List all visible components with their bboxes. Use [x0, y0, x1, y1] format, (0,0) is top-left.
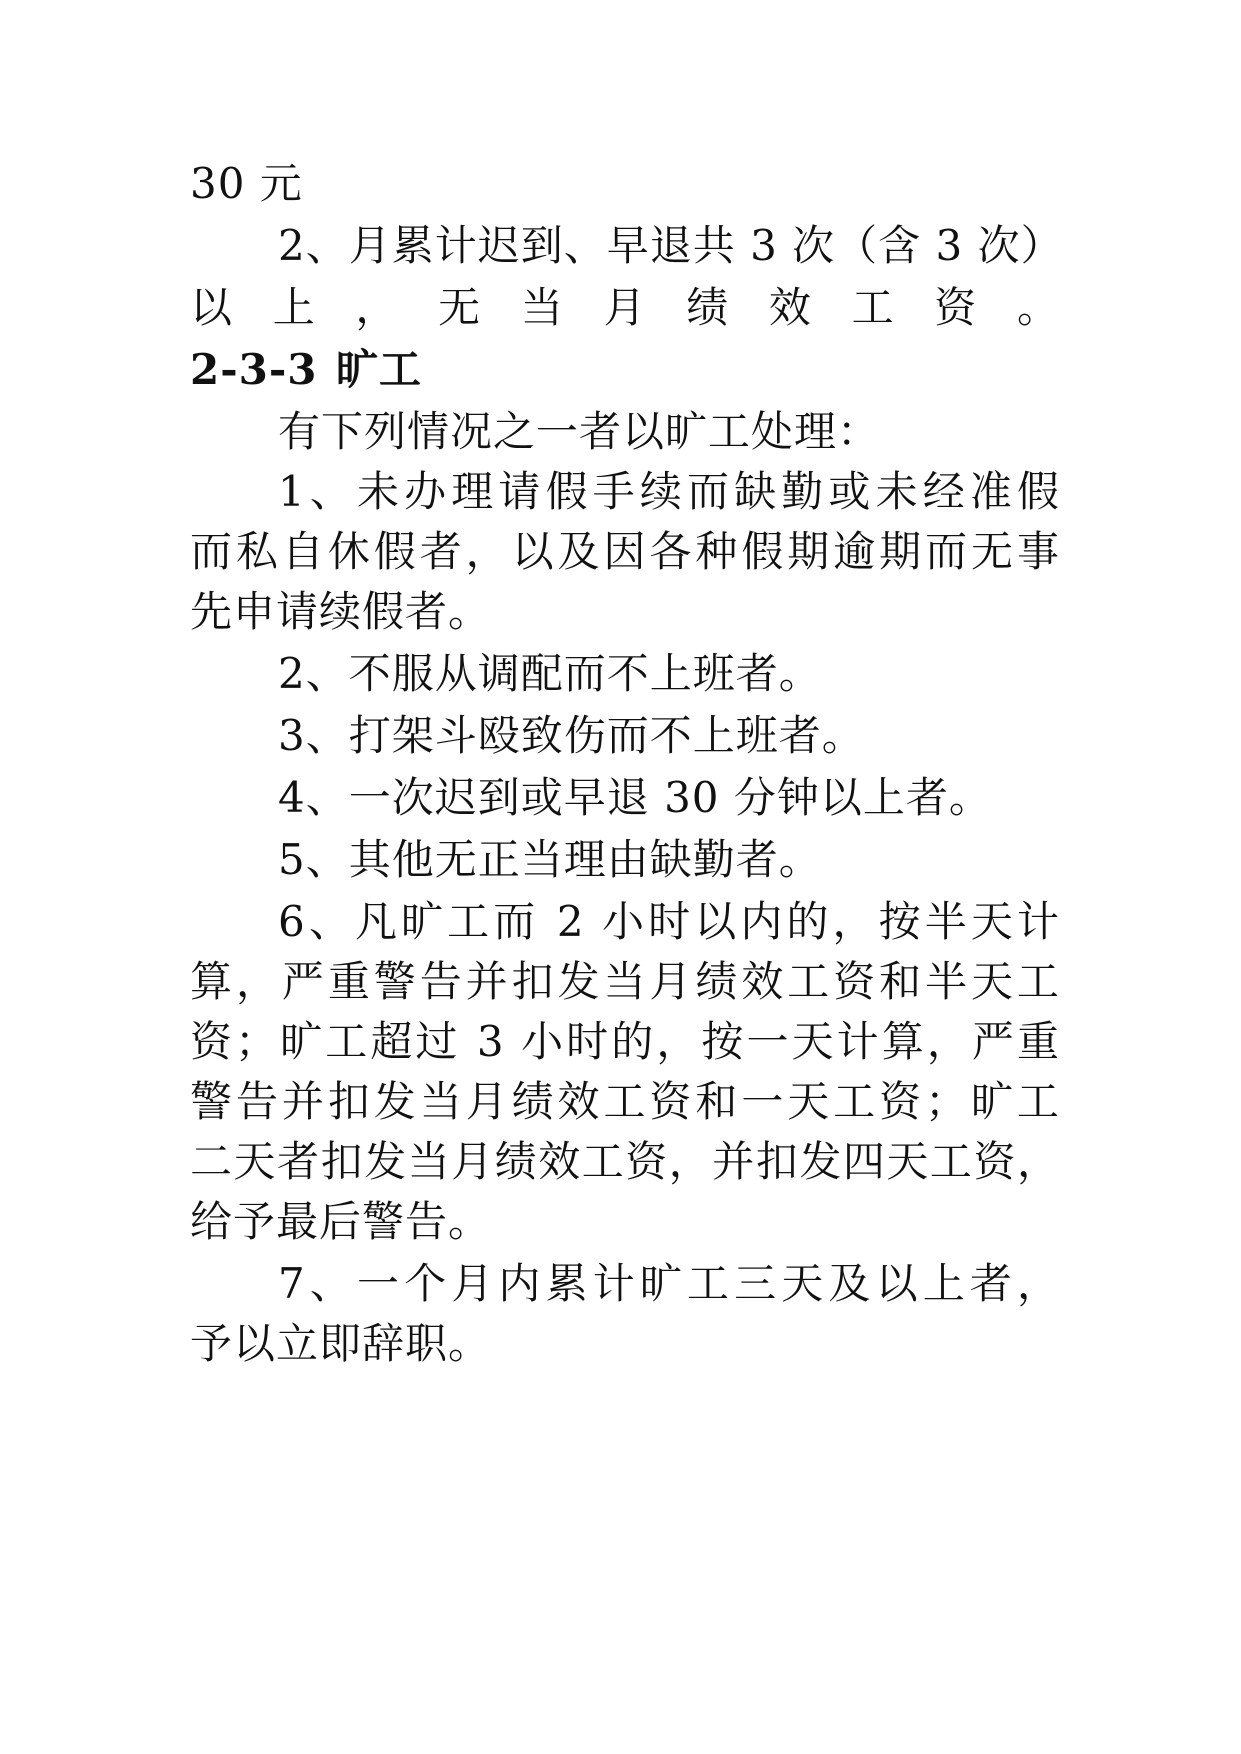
- text-line: 先申请续假者。: [190, 587, 492, 636]
- text-line: 警告并扣发当月绩效工资和一天工资；旷工: [190, 1077, 1060, 1126]
- text-line: 6、凡旷工而 2 小时以内的，按半天计: [278, 897, 1060, 946]
- section-number: 2-3-3: [190, 345, 318, 394]
- text-line: 而私自休假者，以及因各种假期逾期而无事: [190, 527, 1060, 576]
- text-line: 30 元: [190, 159, 303, 208]
- text-line: 2、不服从调配而不上班者。: [278, 649, 822, 698]
- text-line: 有下列情况之一者以旷工处理：: [278, 407, 881, 456]
- text-line: 以上，无当月绩效工资。: [190, 283, 1060, 332]
- text-line: 7、一个月内累计旷工三天及以上者，: [278, 1259, 1060, 1308]
- text-line: 给予最后警告。: [190, 1197, 492, 1246]
- text-line: 算，严重警告并扣发当月绩效工资和半天工: [190, 957, 1060, 1006]
- text-line: 3、打架斗殴致伤而不上班者。: [278, 711, 865, 760]
- text-line: 予以立即辞职。: [190, 1319, 492, 1368]
- text-line: 2、月累计迟到、早退共 3 次（含 3 次）: [278, 221, 1064, 270]
- section-heading: [190, 338, 1060, 402]
- text-line: 5、其他无正当理由缺勤者。: [278, 835, 822, 884]
- section-title: 旷工: [336, 345, 423, 394]
- text-line: 4、一次迟到或早退 30 分钟以上者。: [278, 773, 992, 822]
- text-line: 二天者扣发当月绩效工资，并扣发四天工资，: [190, 1137, 1060, 1186]
- text-line: 1、未办理请假手续而缺勤或未经准假: [278, 467, 1060, 516]
- text-line: 资；旷工超过 3 小时的，按一天计算，严重: [190, 1017, 1060, 1066]
